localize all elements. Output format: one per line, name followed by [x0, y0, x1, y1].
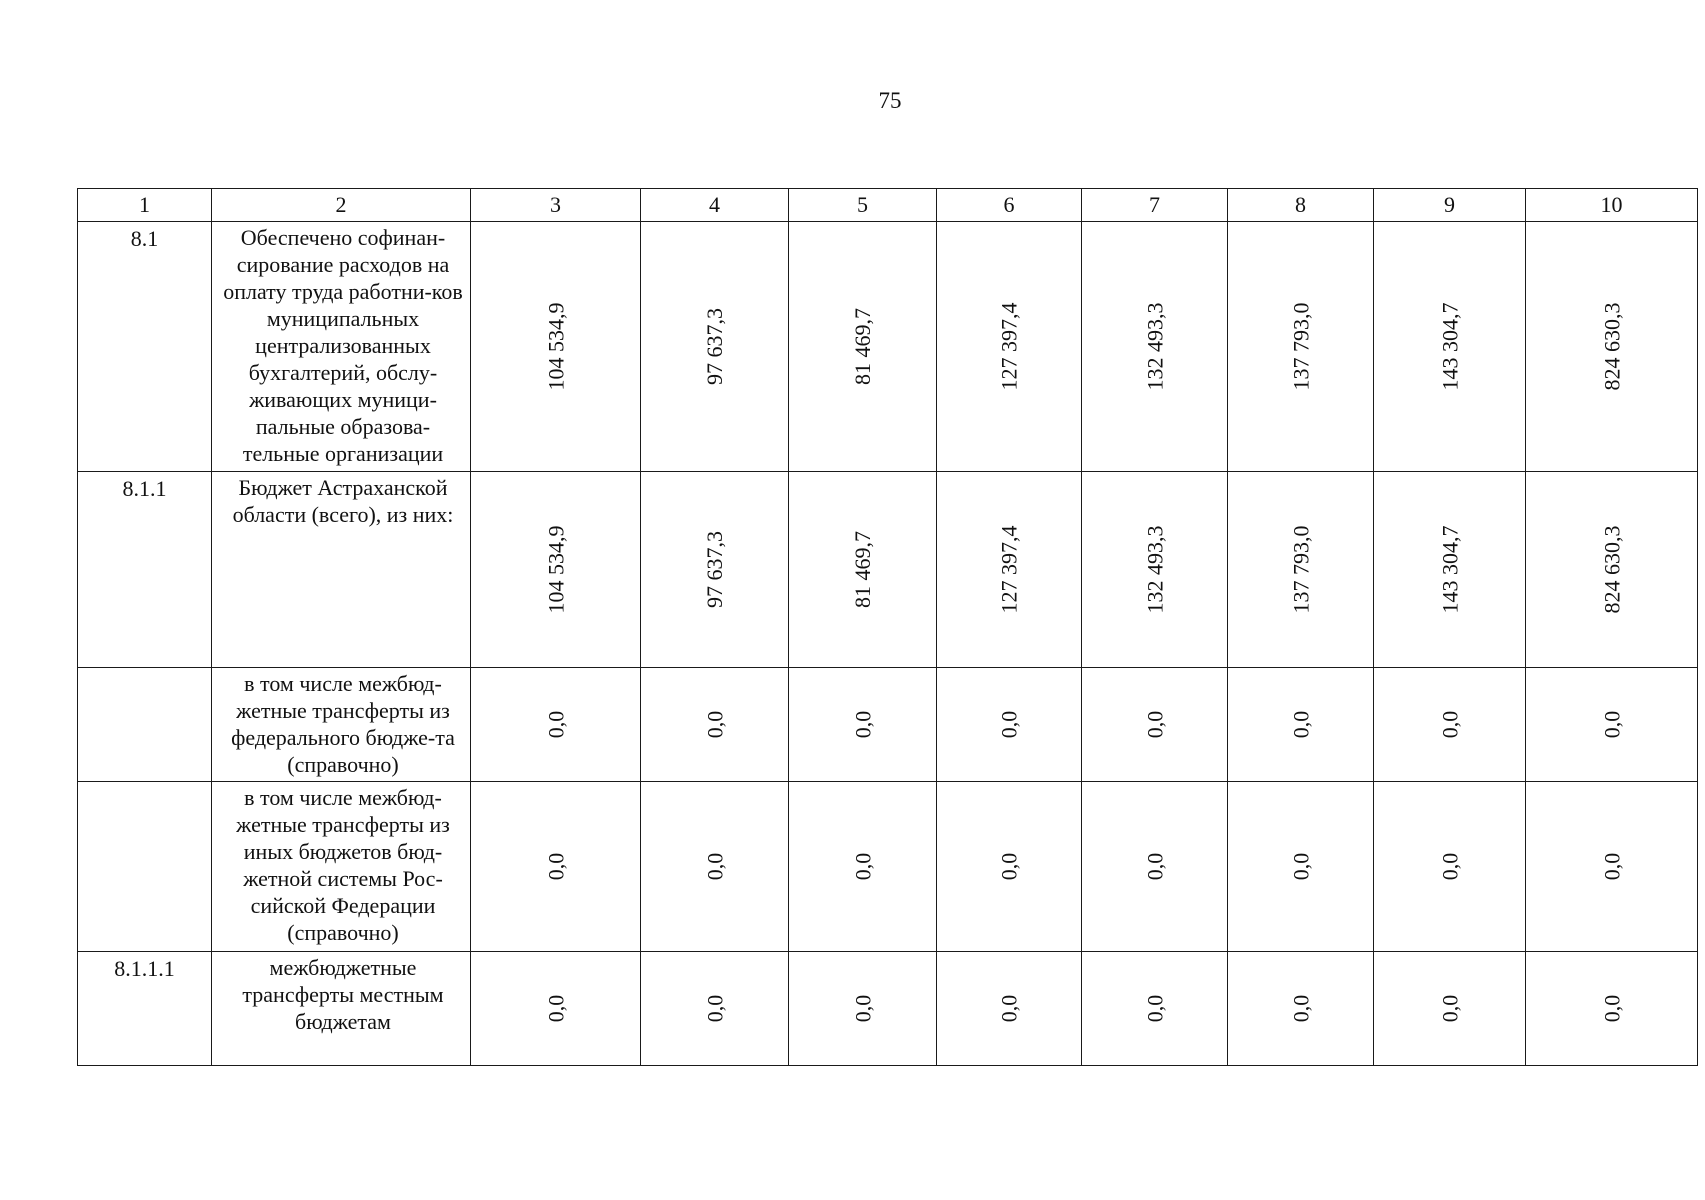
value-cell: [1082, 668, 1228, 782]
value-text: 97 637,3: [702, 531, 727, 608]
value-text: 127 397,4: [996, 302, 1022, 391]
table-header-row: [78, 189, 1698, 222]
table-row: [78, 952, 1698, 1066]
row-code: 8.1: [78, 222, 212, 472]
row-label: межбюджетные трансферты местным бюджетам: [212, 952, 471, 1066]
value-text: 137 793,0: [1288, 525, 1313, 614]
value-cell: [1374, 222, 1526, 472]
value-text: 0,0: [1142, 852, 1167, 881]
value-text: 0,0: [1288, 994, 1313, 1023]
value-text: 143 304,7: [1437, 525, 1462, 614]
value-text: 0,0: [850, 710, 875, 739]
value-text: 0,0: [1437, 852, 1462, 881]
value-text: 0,0: [1142, 994, 1167, 1023]
row-label: Бюджет Астраханской области (всего), из них:: [212, 472, 471, 668]
value-text: 137 793,0: [1288, 302, 1313, 391]
value-cell: [937, 782, 1082, 952]
table-row: [78, 222, 1698, 472]
value-text: 0,0: [1142, 710, 1167, 739]
value-cell: [1228, 222, 1374, 472]
value-cell: [789, 782, 937, 952]
value-text: 0,0: [1599, 994, 1624, 1023]
row-label: Обеспечено софинан-сирование расходов на оплату труда работни-ков муниципальных централизованных бухгалтерий, обслу-живающих муници-пальные образова-тельные организации: [212, 222, 471, 472]
value-cell: [1526, 952, 1698, 1066]
value-text: 0,0: [996, 710, 1022, 739]
column-number-3: 3: [471, 189, 641, 222]
value-text: 0,0: [1437, 994, 1462, 1023]
value-text: 0,0: [1599, 852, 1624, 881]
budget-table: [77, 188, 1698, 1066]
value-cell: [641, 782, 789, 952]
row-code: 8.1.1: [78, 472, 212, 668]
value-text: 0,0: [850, 852, 875, 881]
value-cell: [641, 222, 789, 472]
value-text: 0,0: [1288, 710, 1313, 739]
value-text: 127 397,4: [996, 525, 1022, 614]
value-cell: [1082, 222, 1228, 472]
value-cell: [789, 472, 937, 668]
value-cell: [789, 222, 937, 472]
value-text: 97 637,3: [702, 308, 727, 385]
value-cell: [471, 668, 641, 782]
value-text: 0,0: [702, 852, 727, 881]
value-text: 0,0: [1437, 710, 1462, 739]
value-text: 0,0: [1288, 852, 1313, 881]
column-number-6: 6: [937, 189, 1082, 222]
row-label: в том числе межбюд-жетные трансферты из федерального бюдже-та (справочно): [212, 668, 471, 782]
value-cell: [937, 472, 1082, 668]
table-row: [78, 782, 1698, 952]
column-number-4: 4: [641, 189, 789, 222]
value-cell: [1374, 668, 1526, 782]
value-text: 0,0: [996, 852, 1022, 881]
value-cell: [1526, 668, 1698, 782]
value-text: 143 304,7: [1437, 302, 1462, 391]
row-label: в том числе межбюд-жетные трансферты из иных бюджетов бюд-жетной системы Рос-сийской Федерации (справочно): [212, 782, 471, 952]
page-number: 75: [878, 88, 902, 113]
column-number-8: 8: [1228, 189, 1374, 222]
column-number-7: 7: [1082, 189, 1228, 222]
value-text: 0,0: [996, 994, 1022, 1023]
value-text: 0,0: [850, 994, 875, 1023]
value-cell: [641, 668, 789, 782]
table-row: [78, 668, 1698, 782]
value-text: 81 469,7: [850, 531, 875, 608]
value-cell: [1082, 952, 1228, 1066]
value-cell: [641, 472, 789, 668]
value-cell: [789, 952, 937, 1066]
value-text: 0,0: [543, 994, 568, 1023]
value-cell: [471, 472, 641, 668]
row-code: 8.1.1.1: [78, 952, 212, 1066]
value-cell: [937, 952, 1082, 1066]
value-cell: [1082, 472, 1228, 668]
value-cell: [471, 222, 641, 472]
column-number-5: 5: [789, 189, 937, 222]
value-cell: [641, 952, 789, 1066]
value-text: 0,0: [543, 710, 568, 739]
value-cell: [1228, 472, 1374, 668]
value-cell: [1228, 952, 1374, 1066]
value-cell: [471, 952, 641, 1066]
value-text: 132 493,3: [1142, 525, 1167, 614]
value-text: 104 534,9: [543, 525, 568, 614]
value-cell: [1526, 222, 1698, 472]
value-text: 824 630,3: [1599, 525, 1624, 614]
column-number-10: 10: [1526, 189, 1698, 222]
row-code: [78, 782, 212, 952]
value-cell: [1374, 472, 1526, 668]
value-text: 0,0: [702, 710, 727, 739]
value-text: 104 534,9: [543, 302, 568, 391]
value-cell: [1374, 952, 1526, 1066]
value-cell: [937, 668, 1082, 782]
value-cell: [1082, 782, 1228, 952]
column-number-1: 1: [78, 189, 212, 222]
column-number-2: 2: [212, 189, 471, 222]
value-text: 0,0: [1599, 710, 1624, 739]
row-code: [78, 668, 212, 782]
value-text: 81 469,7: [850, 308, 875, 385]
value-cell: [1526, 472, 1698, 668]
value-text: 0,0: [702, 994, 727, 1023]
value-cell: [1228, 782, 1374, 952]
value-text: 132 493,3: [1142, 302, 1167, 391]
value-cell: [937, 222, 1082, 472]
table-row: [78, 472, 1698, 668]
column-number-9: 9: [1374, 189, 1526, 222]
value-cell: [789, 668, 937, 782]
value-text: 824 630,3: [1599, 302, 1624, 391]
value-cell: [1228, 668, 1374, 782]
value-cell: [471, 782, 641, 952]
value-cell: [1374, 782, 1526, 952]
value-cell: [1526, 782, 1698, 952]
value-text: 0,0: [543, 852, 568, 881]
